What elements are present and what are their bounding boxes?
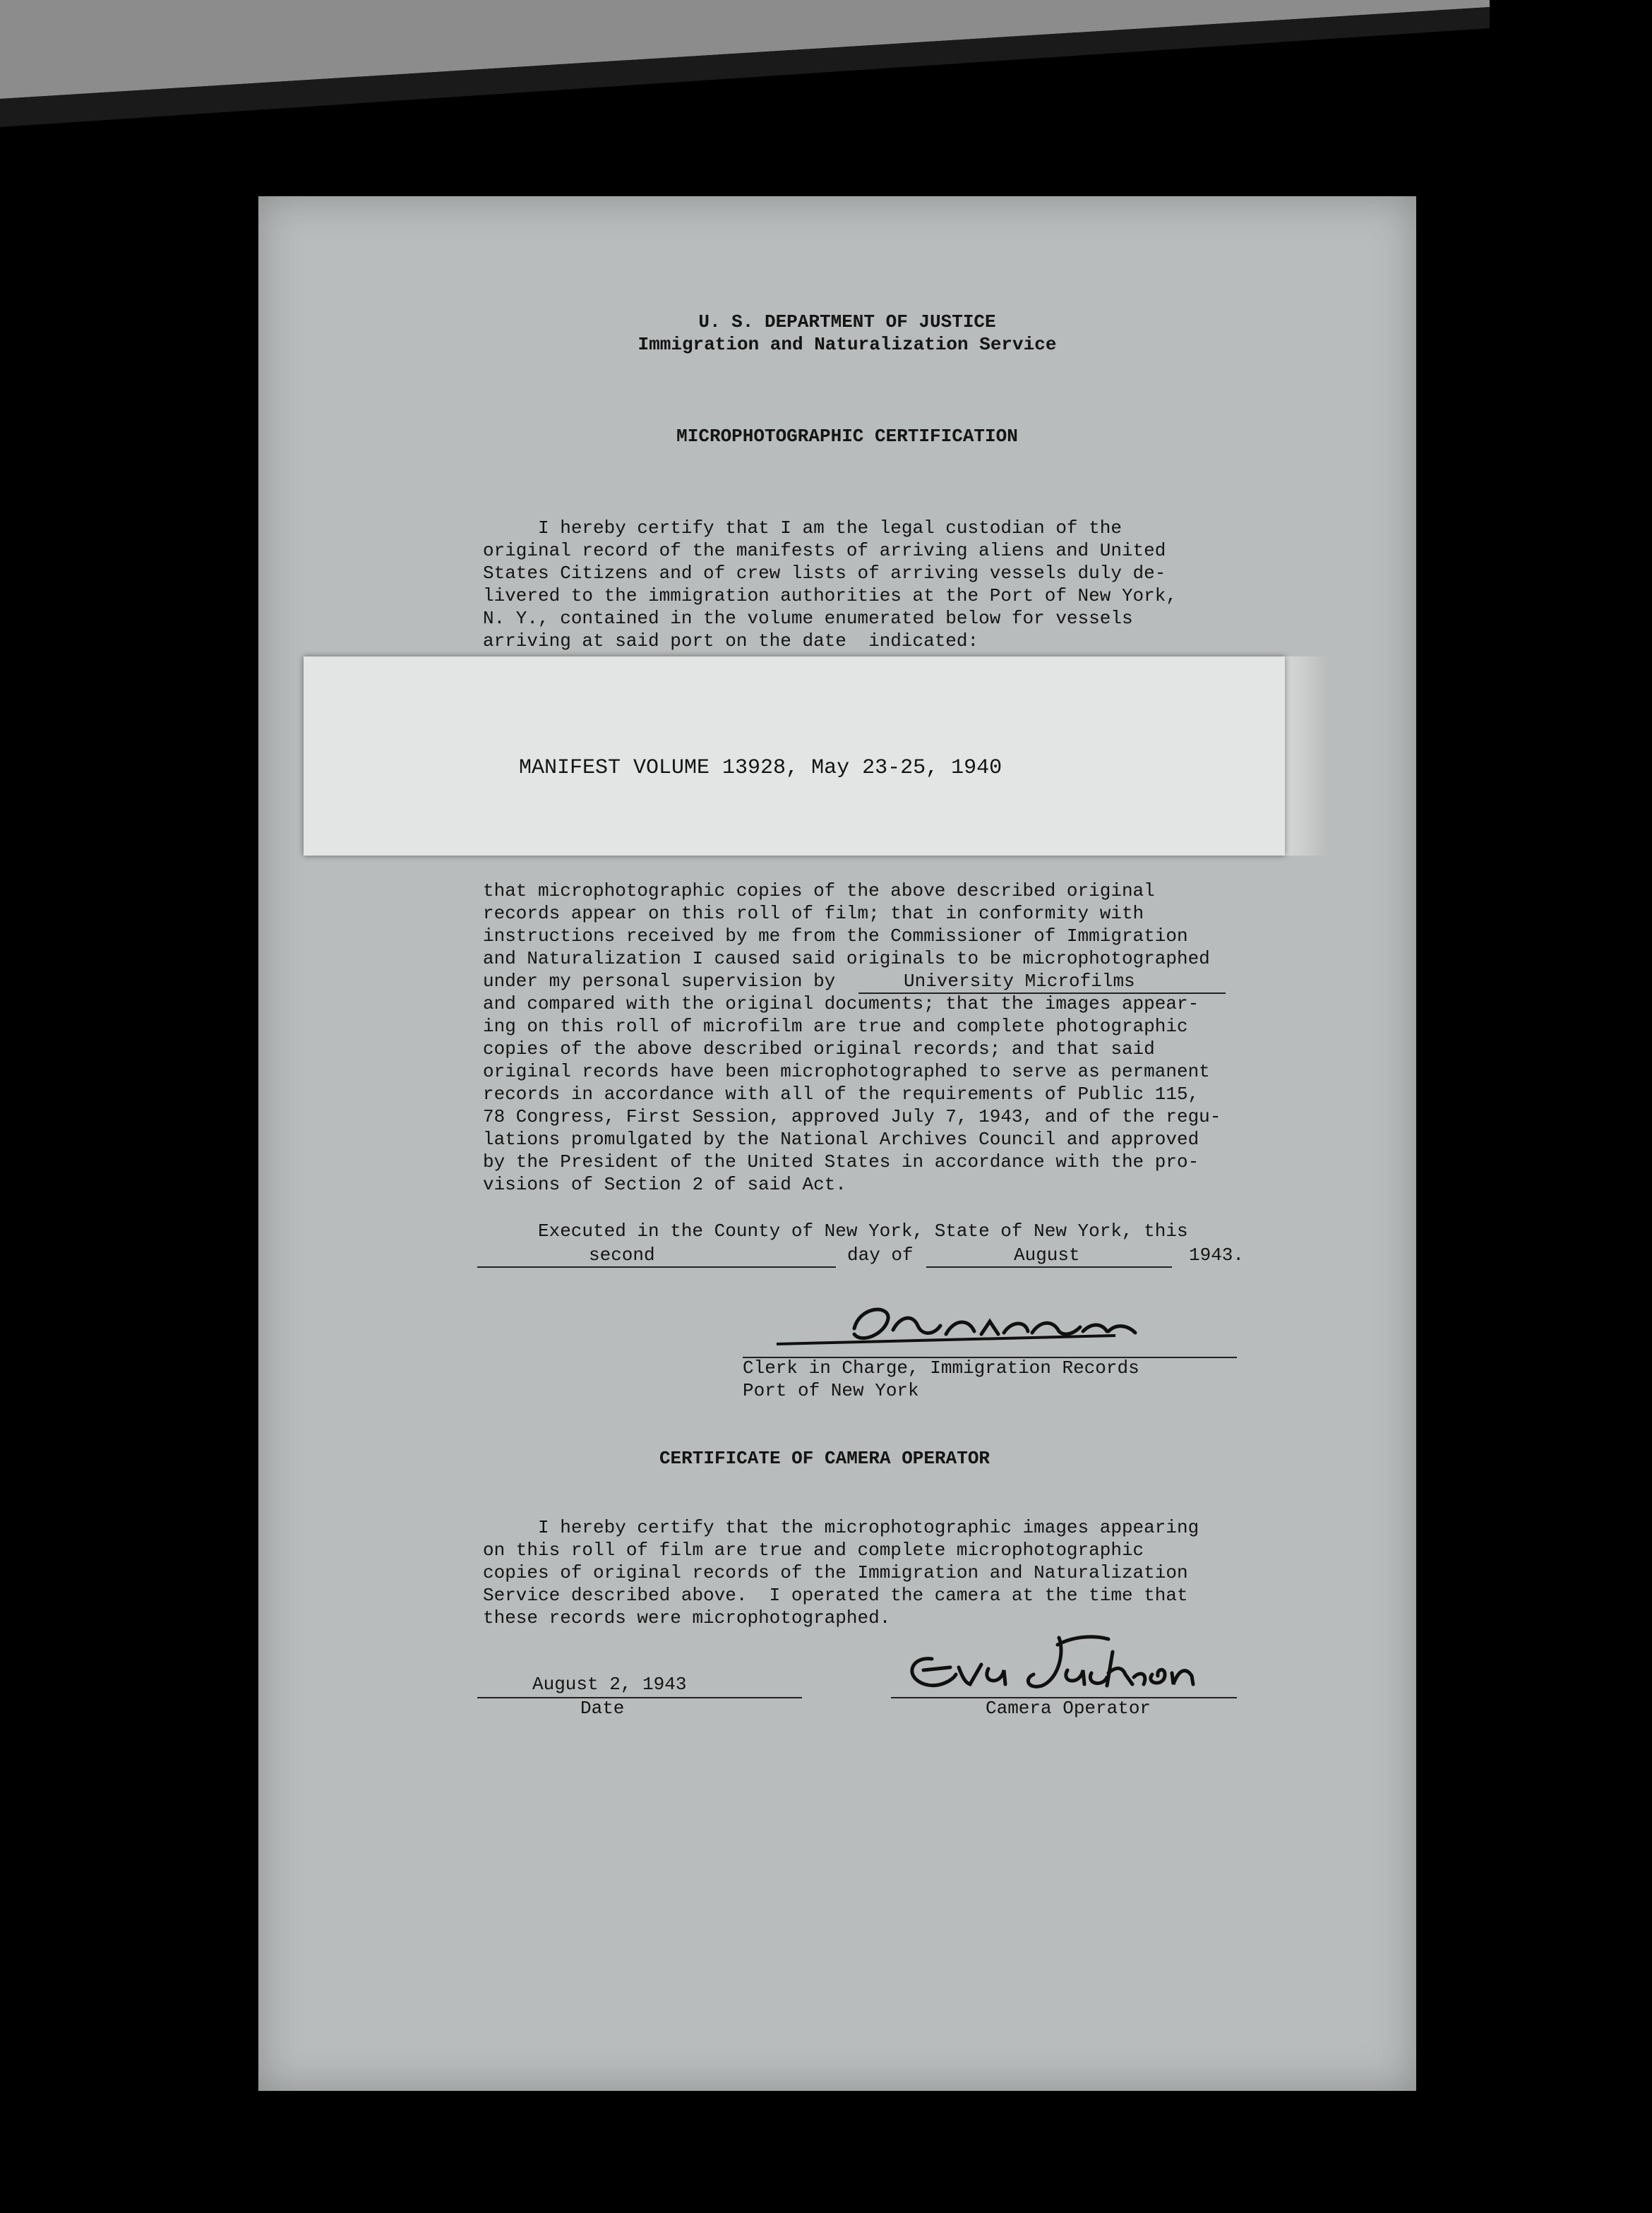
body-line: and compared with the original documents; that the images appear-: [483, 993, 1199, 1014]
camera-line: I hereby certify that the microphotographic images appearing: [483, 1517, 1199, 1538]
intro-line: I hereby certify that I am the legal custodian of the: [483, 517, 1122, 539]
camera-line: on this roll of film are true and complete microphotographic: [483, 1540, 1144, 1561]
body-line: by the President of the United States in accordance with the pro-: [483, 1151, 1199, 1173]
day-of-label: day of: [847, 1245, 914, 1266]
camera-line: copies of original records of the Immigration and Naturalization: [483, 1562, 1188, 1583]
clerk-location: Port of New York: [743, 1380, 919, 1401]
camera-operator-signature: [882, 1624, 1250, 1701]
month-underline: [926, 1266, 1172, 1268]
clerk-signature: [748, 1285, 1144, 1362]
operator-label: Camera Operator: [986, 1698, 1151, 1719]
body-line: lations promulgated by the National Archives Council and approved: [483, 1129, 1199, 1150]
manifest-volume-label: MANIFEST VOLUME 13928, May 23-25, 1940: [519, 756, 1002, 780]
date-label: Date: [580, 1698, 625, 1719]
page-title: MICROPHOTOGRAPHIC CERTIFICATION: [676, 426, 1018, 447]
camera-line: Service described above. I operated the camera at the time that: [483, 1585, 1188, 1606]
body-line: under my personal supervision by: [483, 971, 836, 992]
execution-month: August: [1014, 1245, 1080, 1266]
camera-line: these records were microphotographed.: [483, 1607, 891, 1629]
body-line: records appear on this roll of film; that in conformity with: [483, 903, 1144, 924]
service-heading: Immigration and Naturalization Service: [638, 334, 1057, 355]
body-line: 78 Congress, First Session, approved July 7, 1943, and of the regu-: [483, 1106, 1221, 1127]
execution-day: second: [589, 1245, 655, 1266]
date-underline: [477, 1697, 802, 1698]
body-line: records in accordance with all of the requirements of Public 115,: [483, 1084, 1199, 1105]
day-underline: [477, 1266, 836, 1268]
body-line: copies of the above described original records; and that said: [483, 1038, 1155, 1060]
body-line: instructions received by me from the Commissioner of Immigration: [483, 925, 1188, 947]
intro-line: N. Y., contained in the volume enumerated below for vessels: [483, 608, 1133, 629]
department-heading: U. S. DEPARTMENT OF JUSTICE: [698, 311, 996, 332]
camera-date-value: August 2, 1943: [532, 1674, 687, 1695]
body-line: and Naturalization I caused said originals to be microphotographed: [483, 948, 1210, 969]
intro-line: livered to the immigration authorities at the Port of New York,: [483, 585, 1177, 606]
intro-line: original record of the manifests of arriving aliens and United: [483, 540, 1166, 561]
camera-section-title: CERTIFICATE OF CAMERA OPERATOR: [659, 1448, 990, 1469]
supervisor-field: University Microfilms: [904, 971, 1135, 992]
body-line: ing on this roll of microfilm are true and complete photographic: [483, 1016, 1188, 1037]
body-line: visions of Section 2 of said Act.: [483, 1174, 846, 1195]
intro-line: arriving at said port on the date indicated:: [483, 630, 979, 652]
clerk-title: Clerk in Charge, Immigration Records: [743, 1357, 1139, 1379]
executed-line: Executed in the County of New York, State of New York, this: [538, 1221, 1188, 1242]
body-line: original records have been microphotographed to serve as permanent: [483, 1061, 1210, 1082]
body-line: that microphotographic copies of the above described original: [483, 880, 1155, 901]
intro-line: States Citizens and of crew lists of arriving vessels duly de-: [483, 563, 1166, 584]
execution-year: 1943.: [1189, 1245, 1245, 1266]
